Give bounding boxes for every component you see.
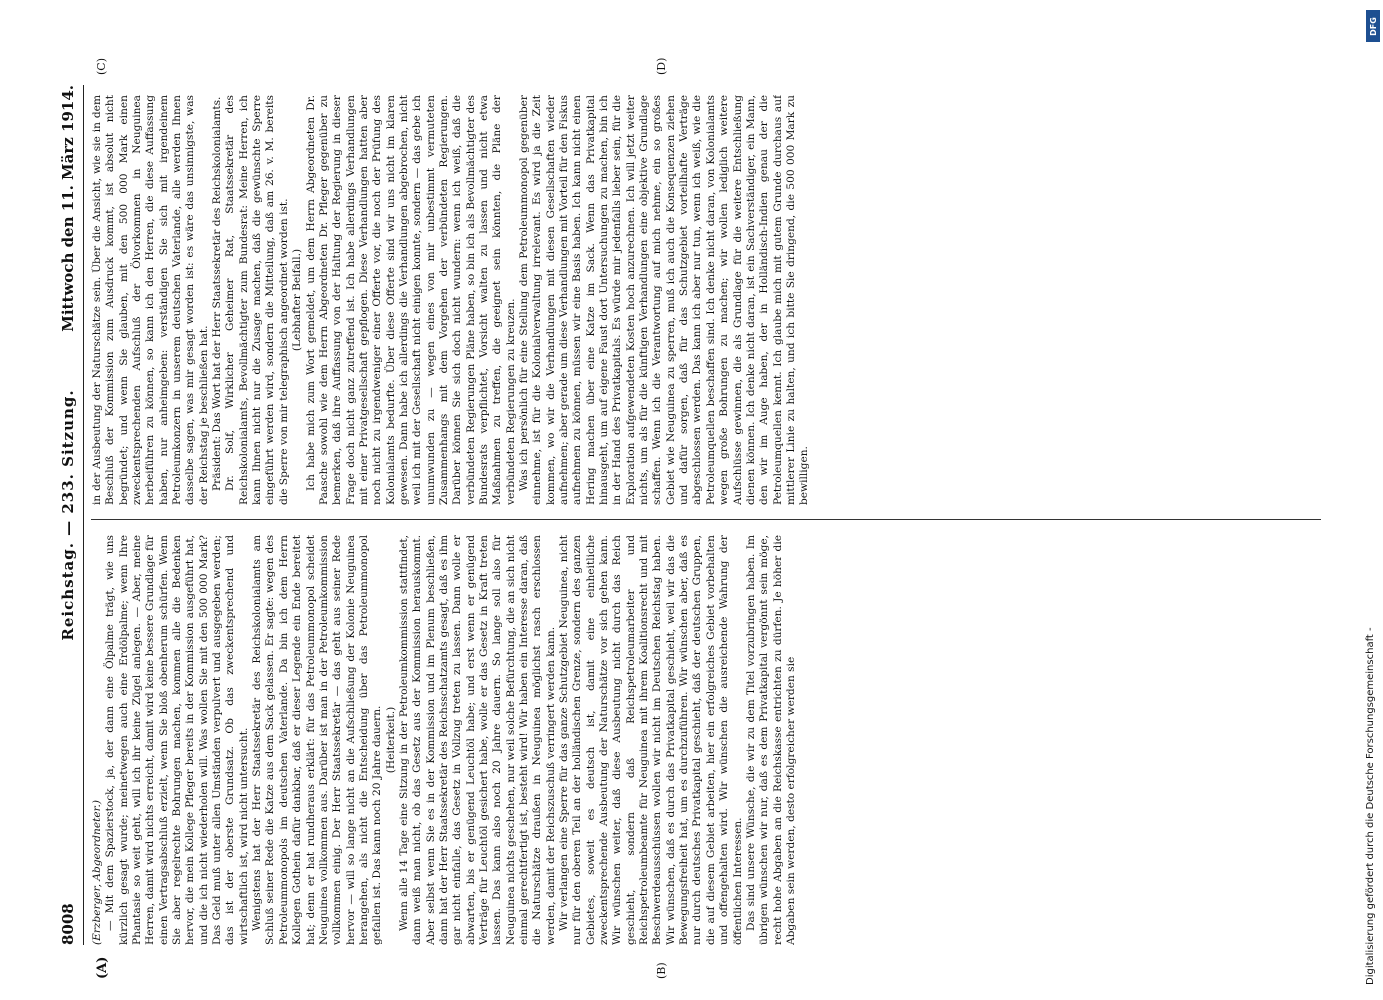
right-column xyxy=(91,95,1321,505)
paragraph: Das sind unsere Wünsche, die wir zu dem Titel vorzubringen haben. Im übrigen wünschen wir nur, daß es dem Privatkapital vergönnt sein möge, recht hohe Abgaben an die Reichskasse entrichten zu dürfen. Je höher die Abgaben sein werden, desto erfolgreicher werden sie xyxy=(744,535,797,945)
page-number: 8008 xyxy=(59,903,77,945)
header-rule xyxy=(83,85,84,945)
margin-marker-b: (B) xyxy=(655,962,668,979)
paragraph: in der Ausbeutung der Naturschätze sein. Über die Ansicht, wie sie in dem Beschluß der Kommission zum Ausdruck kommt, ist absolut nicht begründet; und wenn Sie glauben, mit den 500 000 Mark einen zweckentsprechenden Aufschluß der Ölvorkommen in Neuguinea herbeiführen zu können, so kann ich den Herren, die diese Auffassung haben, nur anheimgeben: verständigen Sie sich mit irgendeinem Petroleumkonzern in unserem deutschen Vaterlande, alle werden Ihnen dasselbe sagen, was mir gesagt worden ist: es wäre das unsinnigste, was der Reichstag je beschließen hat. xyxy=(91,95,210,505)
speaker-note: (Erzberger, Abgeordneter.) xyxy=(91,799,103,945)
paragraph: Wenn alle 14 Tage eine Sitzung in der Petroleumkommission stattfindet, dann weiß man nicht, ob das Gesetz aus der Kommission herauskommt. Aber selbst wenn Sie es in der Kommission und im Plenum beschließen, dann hat der Herr Staatssekretär des Reichsschatzamts gesagt, daß es ihm gar nicht einfalle, das Gesetz in Vollzug treten zu lassen. Dann wolle er abwarten, bis er genügend Leuchtöl habe; und erst wenn er genügend Verträge für Leuchtöl gesichert habe, wolle er das Gesetz in Kraft treten lassen. Das kann also noch 20 Jahre dauern. So lange soll also für Neuguinea nichts geschehen, nur weil solche Befürchtung, die an sich nicht einmal gerechtfertigt ist, besteht wird! Wir haben ein Interesse daran, daß die Naturschätze draußen in Neuguinea möglichst rasch erschlossen werden, damit der Reichszuschuß verringert werden kann. xyxy=(397,535,557,945)
document-page xyxy=(55,57,1355,979)
interjection: (Lebhafter Beifall.) xyxy=(291,248,304,352)
paragraph: Ich habe mich zum Wort gemeldet, um dem Herrn Abgeordneten Dr. Paasche sowohl wie dem Herrn Abgeordneten Dr. Pfleger gegenüber zu bemerken, daß ihre Auffassung von der Haltung der Regierung in dieser Frage doch nicht ganz zutreffend ist. Ich habe allerdings Verhandlungen mit einer Privatgesellschaft gepflogen. Diese Verhandlungen hatten aber noch nicht zu irgendweniger einer Offerte vor, die noch der Prüfung des Kolonialamts bedurfte. Über diese Offerte sind wir uns nicht im klaren gewesen. Dann habe ich allerdings die Verhandlungen abgebrochen, nicht weil ich mit der Gesellschaft nicht einigen konnte, sondern — das gebe ich unumwunden zu — wegen eines von mir unbestimmt vermuteten Zusammenhangs mit dem Vorgehen der verbündeten Regierungen. Darüber können Sie sich doch nicht wundern: wenn ich weiß, daß die verbündeten Regierungen Pläne haben, so bin ich als Bevollmächtigter des Bundesrats verpflichtet, Vorsicht walten zu lassen und nicht etwa Maßnahmen zu treffen, die geeignet sein könnten, die Pläne der verbündeten Regierungen zu kreuzen. xyxy=(304,95,517,505)
session-date: Mittwoch den 11. März 1914. xyxy=(59,85,77,332)
left-column xyxy=(91,535,1321,945)
digitization-credit: Digitalisierung gefördert durch die Deutsche Forschungsgemeinschaft - xyxy=(1365,627,1376,985)
paragraph: Wenigstens hat der Herr Staatssekretär des Reichskolonialamts am Schluß seiner Rede die Katze aus dem Sack gelassen. Er sagte: wegen des Petroleummonopols im deutschen Vaterlande. Da bin ich dem Herrn Kollegen Gothein dafür dankbar, daß er dieser Legende ein Ende bereitet hat; denn er hat rundheraus erklärt: für das Petroleummonopol scheidet Neuguinea vollkommen aus. Darüber ist man in der Petroleumkommission vollkommen einig. Der Herr Staatssekretär — das geht aus seiner Rede hervor — will so lange nicht an die Aufschließung der Kolonie Neuguinea herangehen, als nicht die Entscheidung über das Petroleummonopol gefallen ist. Das kann noch 20 Jahre dauern. xyxy=(251,535,384,945)
paragraph: — Mit dem Spazierstock, ja, der dann eine Ölpalme trägt, wie uns kürzlich gesagt wurde; meinetwegen auch eine Erdölpalme; wenn Ihre Phantasie so weit geht, will ich ihr keine Zügel anlegen. — Aber, meine Herren, damit wird nichts erreicht, damit wird keine bessere Grundlage für einen Vertragsabschluß erzielt, wenn Sie bloß obenherum schürfen. Wenn Sie aber regelrechte Bohrungen machen, kommen alle die Bedenken hervor, die mein Kollege Pfleger bereits in der Kommission ausgeführt hat, und die ich nicht wiederholen will. Was wollen Sie mit den 500 000 Mark? Das Geld muß unter allen Umständen verpulvert und ausgegeben werden; das ist der oberste Grundsatz. Ob das zweckentsprechend und wirtschaftlich ist, wird nicht untersucht. xyxy=(104,535,250,945)
paragraph: Was ich persönlich für eine Stellung dem Petroleummonopol gegenüber einnehme, ist für die Kolonialverwaltung irrelevant. Es wird ja die Zeit kommen, wo wir die Verhandlungen mit diesen Gesellschaften wieder aufnehmen; aber gerade um diese Verhandlungen mit Vorteil für den Fiskus aufnehmen zu können, müssen wir eine Basis haben. Ich kann nicht einen Hering machen über eine Katze im Sack. Wenn das Privatkapital hinausgeht, um auf eigene Faust dort Untersuchungen zu machen, bin ich in der Hand des Privatkapitals. Es würde mir jedenfalls lieber sein, für die Exploration aufgewendeten Kosten hoch anzurechnen. Ich will jetzt weiter nichts, um als für die künftigen Verhandlungen eine objektive Grundlage schaffen. Wenn ich die Verantwortung auf mich nehme, ein so großes Gebiet wie Neuguinea zu sperren, muß ich auch die Konsequenzen ziehen und dafür sorgen, daß für das Schutzgebiet vorteilhafte Verträge abgeschlossen werden. Das kann ich aber nur tun, wenn ich weiß, wie die Petroleumquellen beschaffen sind. Ich denke nicht daran, von Kolonialamts wegen große Bohrungen zu machen; wir wollen lediglich weitere Aufschlüsse gewinnen, die als Grundlage für die weitere Entschließung dienen können. Ich denke nicht daran, ist ein Sachverständiger, ein Mann, den wir im Auge haben, der in Holländisch-Indien genau der die Petroleumquellen kennt. Ich glaube mich mit gutem Grunde durchaus auf mittlerer Linie zu halten, und ich bitte Sie dringend, die 500 000 Mark zu bewilligen. xyxy=(518,95,811,505)
dfg-logo: DFG xyxy=(1366,10,1380,42)
margin-marker-a: (A) xyxy=(95,956,110,979)
interjection: (Heiterkeit.) xyxy=(384,706,397,774)
column-divider xyxy=(91,519,1321,520)
paragraph: Dr. Solf, Wirklicher Geheimer Rat, Staatssekretär des Reichskolonialamts, Bevollmächtigter zum Bundesrat: Meine Herren, ich kann Ihnen nicht nur die Zusage machen, daß die gewünschte Sperre eingeführt werden wird, sondern die Mitteilung, daß am 26. v. M. bereits die Sperre von mir telegraphisch angeordnet worden ist. xyxy=(224,95,290,505)
page-header xyxy=(55,85,83,945)
margin-marker-c: (C) xyxy=(95,58,108,75)
paragraph: Wir verlangen eine Sperre für das ganze Schutzgebiet Neuguinea, nicht nur für den oberen Teil an der holländischen Grenze, sondern des ganzen Gebietes, soweit es deutsch ist, damit eine einheitliche zweckentsprechende Ausbeutung der Naturschätze vor sich gehen kann. Wir wünschen weiter, daß diese Ausbeutung nicht durch das Reich geschieht, sondern daß Reichspetroleumarbeiter und Reichspetroleumbeamte für Neuguinea mit ihrem Koalitionsrecht und mit Beschwerdeausschüssen wollen wir nicht im Deutschen Reichstag haben. Wir wünschen, daß es durch das Privatkapital geschieht, weil wir das die Bewegungsfreiheit hat, um es durchzuführen. Wir wünschen aber, daß es nur durch deutsches Privatkapital geschieht, daß der deutschen Gruppen, die auf diesem Gebiet arbeiten, hier ein erfolgreiches Gebiet vorbehalten und offengehalten wird. Wir wünschen die ausreichende Wahrung der öffentlichen Interessen. xyxy=(558,535,744,945)
margin-marker-d: (D) xyxy=(655,57,668,75)
session-title: Reichstag. — 233. Sitzung. xyxy=(59,389,77,641)
president-statement: Präsident: Das Wort hat der Herr Staatssekretär des Reichskolonialamts. xyxy=(211,96,224,491)
